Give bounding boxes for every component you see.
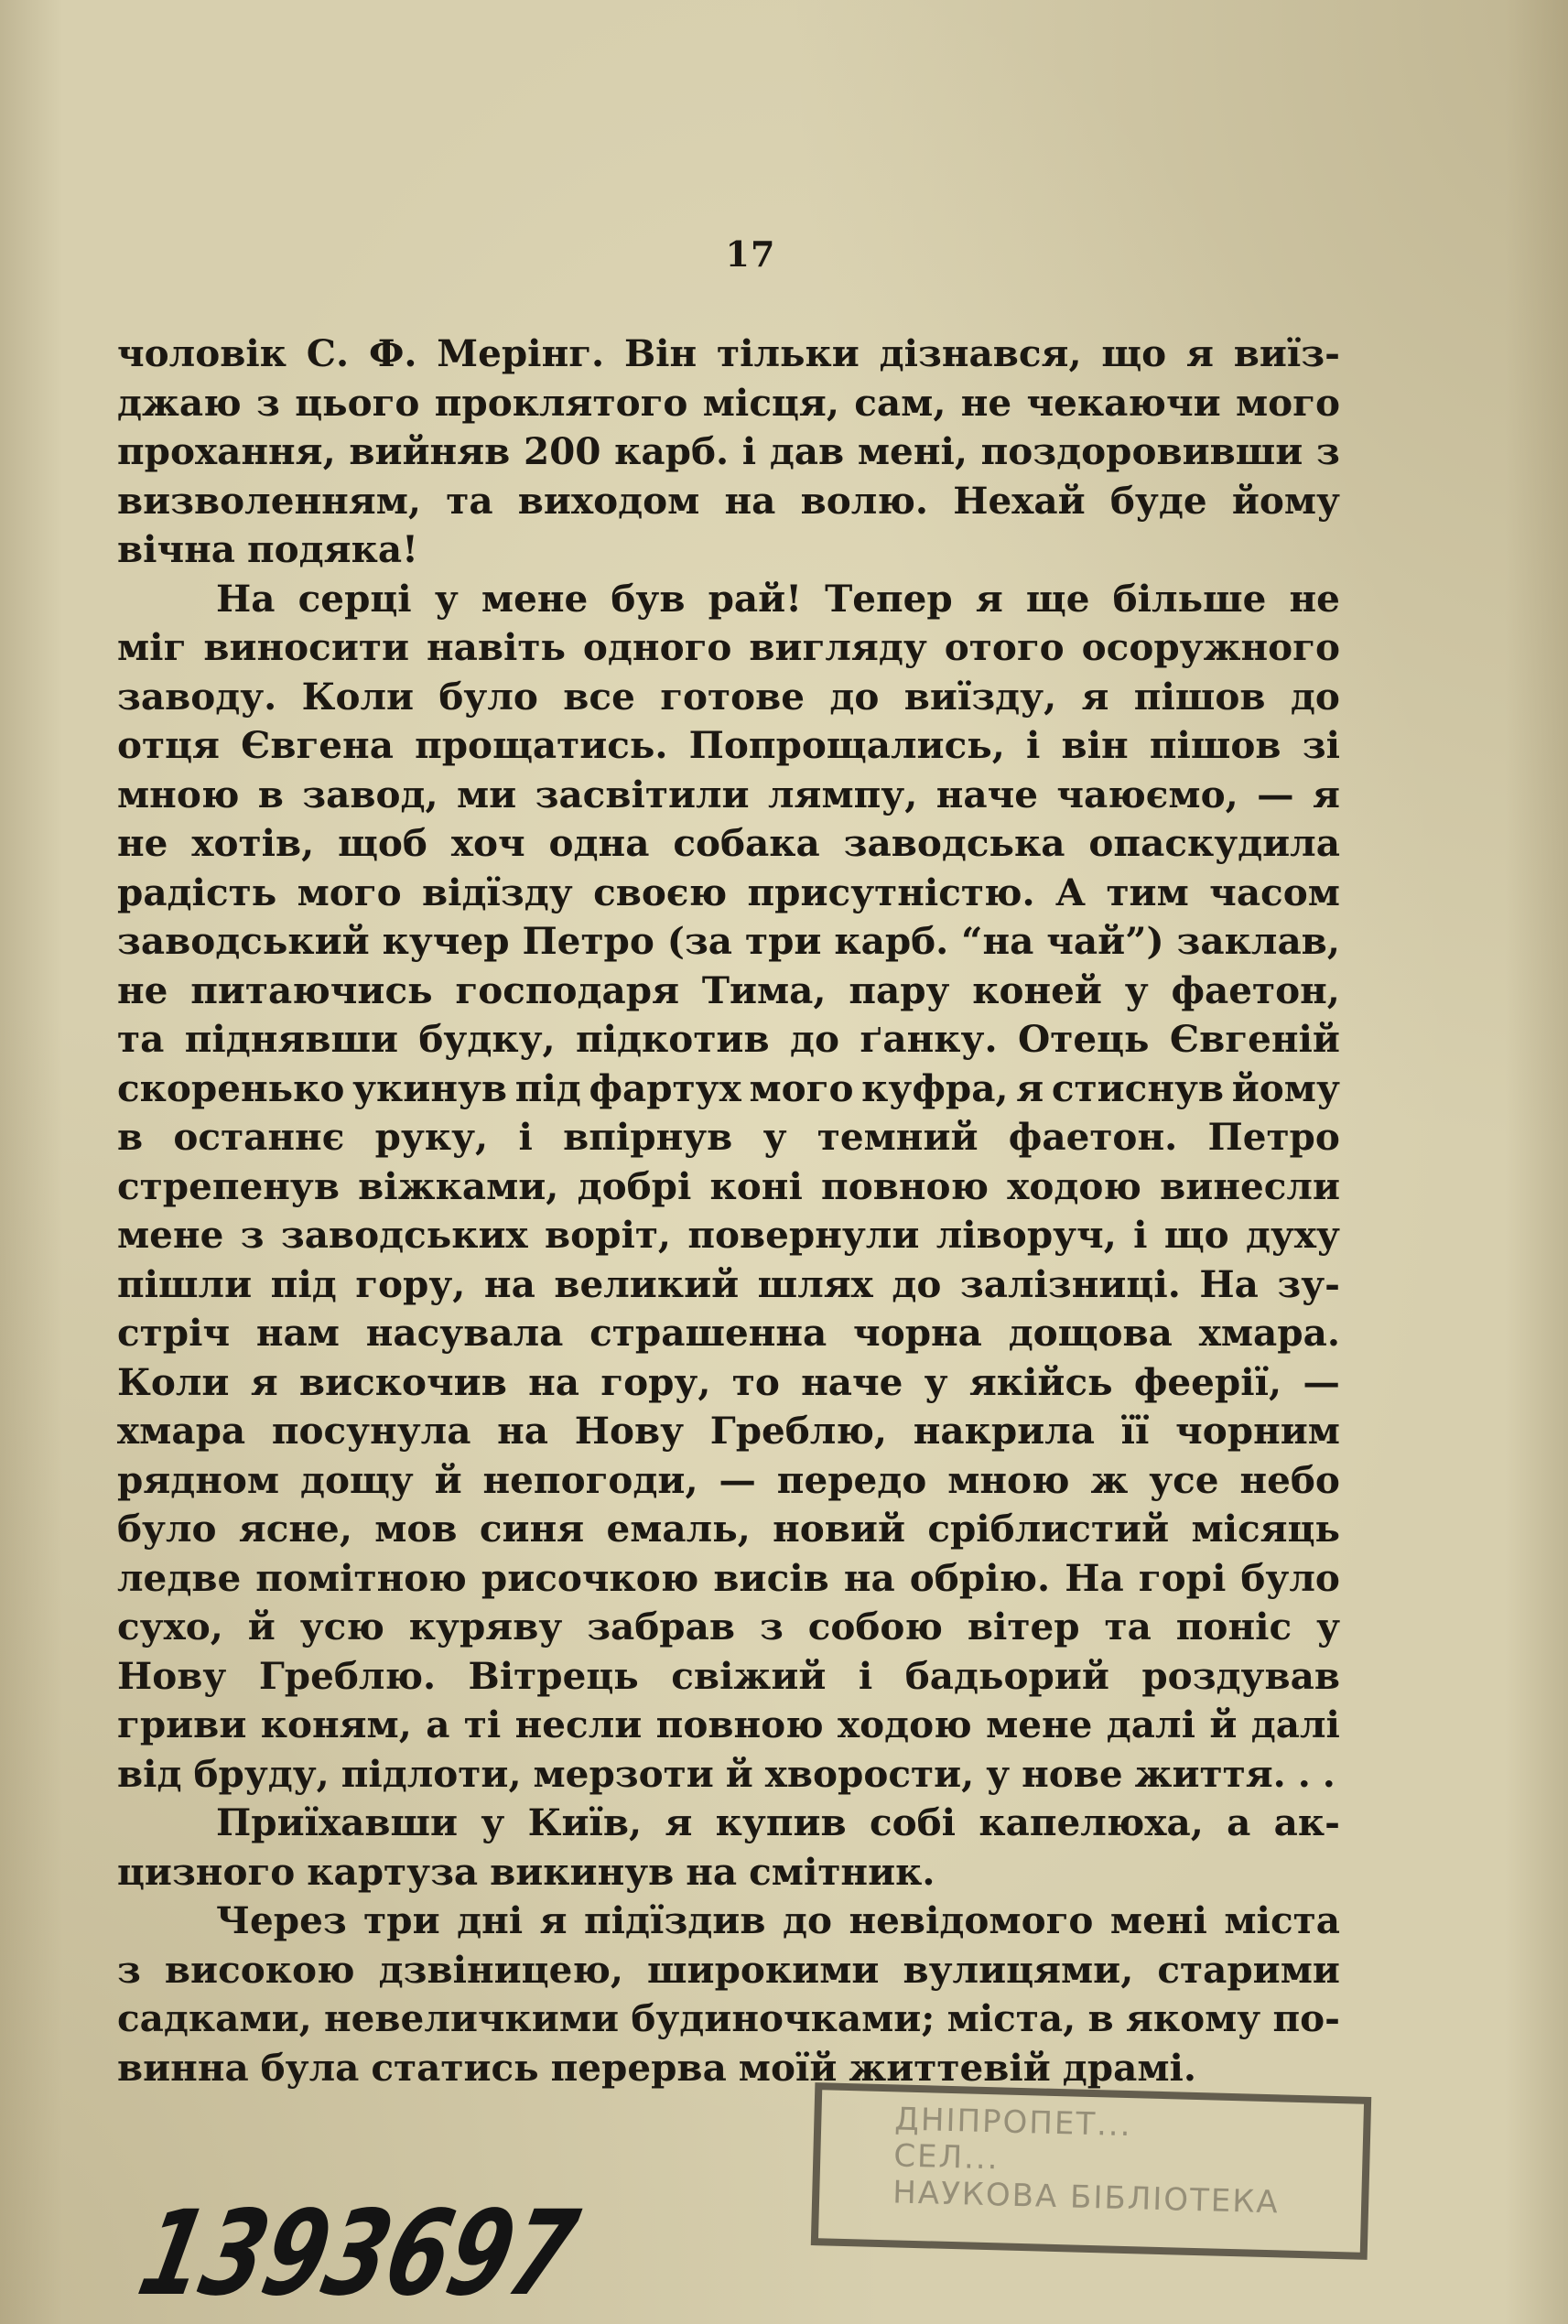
text-line: Приїхавши у Київ, я купив собі капелюха, а ак- (216, 1800, 1340, 1844)
text-line: Нову Греблю. Вітрець свіжий і бадьорий роздував (117, 1653, 1340, 1698)
text-line: заводський кучер Петро (за три карб. “на чай”) заклав, (117, 919, 1340, 963)
text-line: рядном дощу й непогоди, — передо мною ж усе небо (117, 1457, 1340, 1502)
paragraph (117, 575, 1340, 1800)
text-line: садками, невеличкими будиночками; міста, в якому по- (117, 1996, 1340, 2040)
text-line: стріч нам насувала страшенна чорна дощова хмара. (117, 1311, 1340, 1355)
handwritten-number-text: 1393697 (128, 2185, 729, 2322)
text-line: Через три дні я підїздив до невідомого мені міста (216, 1898, 1340, 1942)
paragraph (117, 1799, 1340, 1897)
text-line: заводу. Коли було все готове до виїзду, я пішов до (117, 674, 1340, 719)
text-line: стрепенув віжками, добрі коні повною ходою винесли (117, 1163, 1340, 1208)
text-line: джаю з цього проклятого місця, сам, не чекаючи мого (117, 380, 1340, 425)
stamp-line: СЕЛ... (892, 2137, 1000, 2178)
text-line: не питаючись господаря Тима, пару коней у фаетон, (117, 967, 1340, 1012)
page-number: 17 (725, 233, 776, 275)
text-line: мене з заводських воріт, повернули ліворуч, і що духу (117, 1213, 1340, 1257)
text-line: скоренько укинув під фартух мого куфра, я стиснув йому (117, 1065, 1340, 1110)
text-line: мною в завод, ми засвітили лямпу, наче чаюємо, — я (117, 772, 1340, 816)
stamp-line: ДНІПРОПЕТ... (893, 2101, 1133, 2145)
text-line: вічна подяка! (117, 527, 418, 571)
text-line: отця Євгена прощатись. Попрощались, і він пішов зі (117, 723, 1340, 767)
text-line: та піднявши будку, підкотив до ґанку. Отець Євгеній (117, 1017, 1340, 1061)
text-line: чоловік С. Ф. Мерінг. Він тільки дізнався, що я виїз- (117, 331, 1340, 375)
text-line: сухо, й усю куряву забрав з собою вітер та поніс у (117, 1605, 1340, 1648)
text-line: прохання, вийняв 200 карб. і дав мені, поздоровивши з (117, 429, 1340, 473)
text-line: хмара посунула на Нову Греблю, накрила її чорним (117, 1409, 1340, 1453)
text-line: цизного картуза викинув на смітник. (117, 1849, 935, 1894)
handwritten-inventory-number (128, 2185, 729, 2322)
paragraph (117, 1897, 1340, 2092)
text-line: було ясне, мов синя емаль, новий сріблистий місяць (117, 1507, 1340, 1551)
text-line: з високою дзвіницею, широкими вулицями, старими (117, 1947, 1340, 1992)
text-line: гриви коням, а ті несли повною ходою мене далі й далі (117, 1702, 1340, 1746)
text-line: міг виносити навіть одного вигляду отого осоружного (117, 625, 1340, 669)
text-line: винна була статись перерва моїй життевій драмі. (117, 2045, 1196, 2090)
stamp-line: НАУКОВА БІБЛІОТЕКА (892, 2174, 1281, 2221)
text-line: не хотів, щоб хоч одна собака заводська опаскудила (117, 821, 1340, 865)
text-line: визволенням, та виходом на волю. Нехай буде йому (117, 478, 1340, 523)
text-line: Коли я вискочив на гору, то наче у якійсь феерії, — (117, 1359, 1340, 1404)
text-line: від бруду, підлоти, мерзоти й хворости, у нове життя. . . (117, 1751, 1336, 1796)
text-line: в останнє руку, і впірнув у темний фаетон. Петро (117, 1115, 1340, 1159)
paragraph (117, 330, 1340, 575)
text-line: ледве помітною рисочкою висів на обрію. На горі було (117, 1555, 1340, 1600)
text-line: На серці у мене був рай! Тепер я ще більше не (216, 576, 1340, 621)
library-stamp (811, 2082, 1371, 2260)
text-line: пішли під гору, на великий шлях до залізниці. На зу- (117, 1261, 1340, 1306)
body-text (117, 330, 1340, 2092)
text-line: радість мого відїзду своєю присутністю. А тим часом (117, 870, 1340, 914)
